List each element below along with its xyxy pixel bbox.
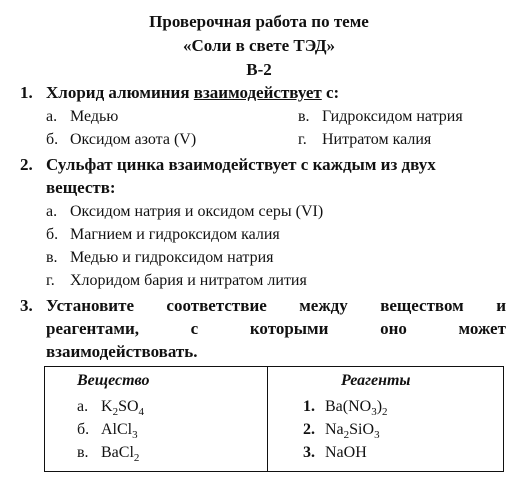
reagent-number: 2.: [303, 421, 315, 438]
formula-part: Na: [325, 421, 344, 438]
formula-part: SiO: [349, 421, 375, 438]
q1-option-a: [46, 107, 118, 127]
q3-text-line3: взаимодействовать.: [46, 342, 198, 361]
option-letter: а.: [46, 108, 58, 125]
option-text: Гидроксидом натрия: [322, 108, 463, 125]
reagent-number: 3.: [303, 444, 315, 461]
q3-word: может: [458, 319, 506, 338]
table-header-reagents: Реагенты: [341, 372, 411, 389]
option-letter: б.: [46, 131, 59, 148]
q3-word: веществом: [380, 296, 464, 315]
option-letter: б.: [46, 226, 59, 243]
substance-letter: в.: [77, 444, 89, 461]
q2-option-g: [46, 271, 307, 291]
q1-text: [46, 83, 339, 103]
formula-part: SO: [118, 398, 139, 415]
formula-subscript: 3: [374, 429, 380, 442]
formula-subscript: 3: [132, 429, 138, 442]
q1-option-b: [46, 130, 196, 150]
substance-letter: а.: [77, 398, 89, 415]
table-column-divider: [267, 367, 268, 471]
formula-subscript: 3: [371, 406, 377, 419]
q2-option-v: [46, 248, 273, 268]
option-text: Медью и гидроксидом натрия: [70, 249, 274, 266]
q2-option-a: [46, 202, 323, 222]
q3-number: 3.: [20, 296, 33, 315]
option-letter: а.: [46, 203, 58, 220]
reagent-number: 1.: [303, 398, 315, 415]
option-letter: в.: [298, 108, 310, 125]
q3-word: между: [299, 296, 348, 315]
q2-text-line2: веществ:: [46, 178, 116, 197]
substance-v: [77, 443, 139, 468]
option-text: Магнием и гидроксидом калия: [70, 226, 280, 243]
option-text: Хлоридом бария и нитратом лития: [70, 272, 307, 289]
substance-letter: б.: [77, 421, 90, 438]
q2-text-line1: Сульфат цинка взаимодействует с каждым из двух: [46, 155, 436, 174]
q3-word: оно: [380, 319, 407, 338]
formula-part: AlCl: [101, 421, 133, 438]
q1-option-g: [298, 130, 431, 150]
reagent-3: [303, 443, 367, 463]
q1-text-before: Хлорид алюминия: [46, 83, 194, 102]
option-text: Оксидом азота (V): [70, 131, 197, 148]
q1-option-v: [298, 107, 463, 127]
q3-text-line2: [46, 319, 506, 339]
option-letter: в.: [46, 249, 58, 266]
formula-part: ): [376, 398, 383, 415]
formula-subscript: 4: [138, 406, 145, 419]
variant-label: В-2: [246, 60, 272, 79]
formula-part: BaCl: [101, 444, 134, 461]
reagent-1: [303, 397, 388, 422]
option-letter: г.: [46, 272, 55, 289]
worksheet-title: Проверочная работа по теме: [149, 12, 369, 31]
formula-subscript: 2: [112, 406, 119, 419]
q1-text-after: с:: [321, 83, 340, 102]
q3-word: соответствие: [166, 296, 267, 315]
option-text: Оксидом натрия и оксидом серы (VI): [70, 203, 324, 220]
table-header-substance: Вещество: [77, 372, 150, 389]
q1-text-underlined: взаимодействует: [193, 83, 322, 102]
formula-subscript: 2: [382, 406, 388, 419]
worksheet-subtitle: «Соли в свете ТЭД»: [182, 36, 336, 55]
option-text: Медью: [70, 108, 119, 125]
formula-subscript: 2: [133, 452, 140, 465]
reagent-2: [303, 420, 380, 445]
q3-word: Установите: [46, 296, 134, 315]
option-text: Нитратом калия: [322, 131, 432, 148]
q2-option-b: [46, 225, 280, 245]
formula-part: Ba(NO: [325, 398, 372, 415]
substance-b: [77, 420, 138, 445]
matching-table: [44, 366, 504, 472]
q3-word: реагентами,: [46, 319, 140, 338]
option-letter: г.: [298, 131, 307, 148]
formula-part: NaOH: [325, 444, 367, 461]
formula-subscript: 2: [343, 429, 350, 442]
q3-word: которыми: [249, 319, 329, 338]
q3-text-line1: [46, 296, 506, 316]
q2-number: 2.: [20, 155, 33, 174]
q3-word: с: [190, 319, 199, 338]
q1-number: 1.: [20, 83, 33, 102]
substance-a: [77, 397, 144, 422]
formula-part: K: [101, 398, 113, 415]
q3-word: и: [496, 296, 506, 315]
